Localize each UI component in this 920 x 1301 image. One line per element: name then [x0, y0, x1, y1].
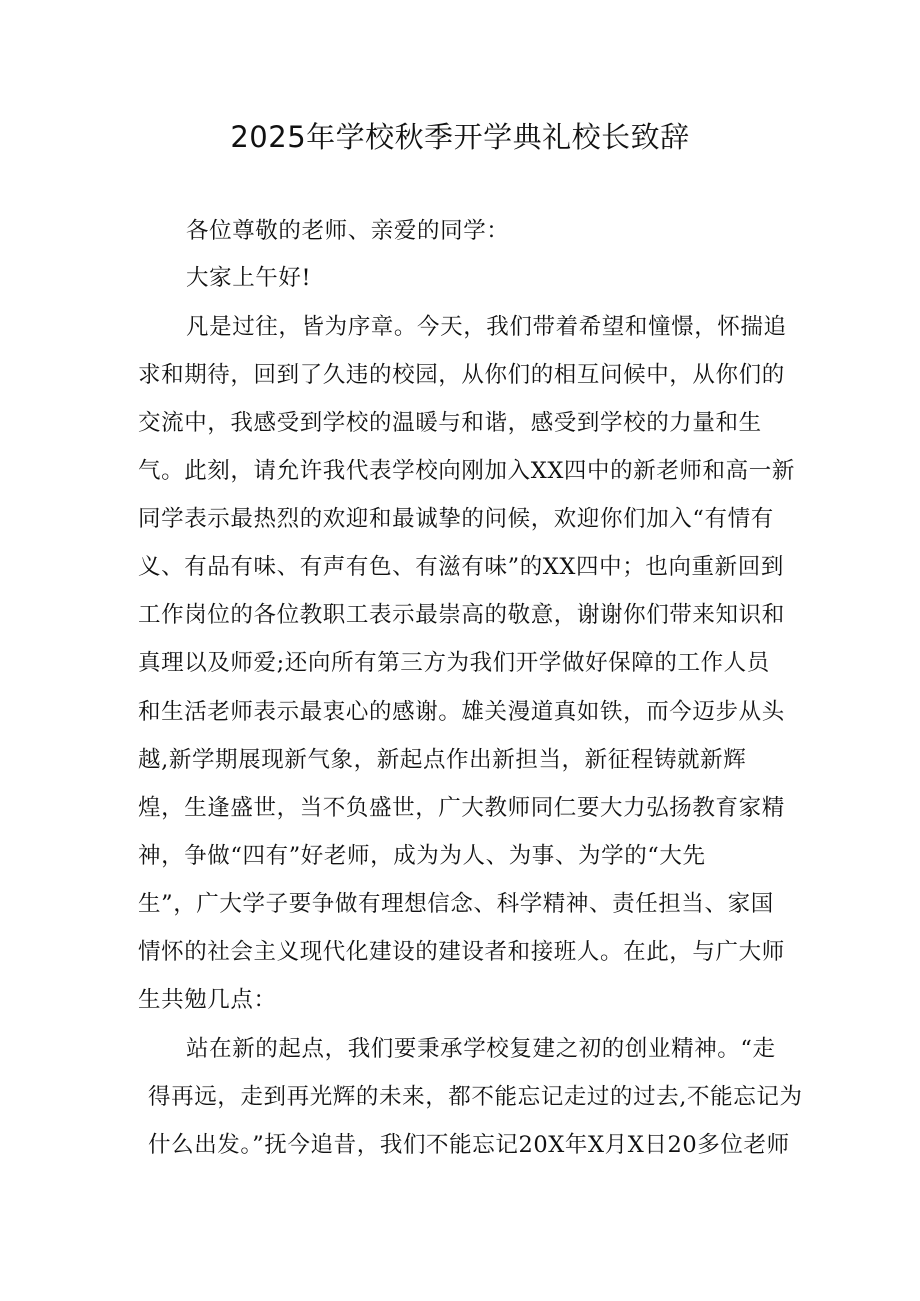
paragraph-line: 站在新的起点，我们要秉承学校复建之初的创业精神。“走: [186, 1036, 776, 1062]
paragraph-line: 气。此刻，请允许我代表学校向刚加入XX四中的新老师和高一新: [138, 458, 795, 484]
document-title: 2025年学校秋季开学典礼校长致辞: [230, 120, 690, 154]
paragraph-line: 求和期待，回到了久违的校园，从你们的相互问候中，从你们的: [138, 362, 785, 388]
paragraph-line: 什么出发。”抚今追昔，我们不能忘记20X年X月X日20多位老师: [148, 1132, 790, 1158]
greeting-line: 大家上午好!: [186, 265, 312, 291]
paragraph-line: 得再远，走到再光辉的未来，都不能忘记走过的过去,不能忘记为: [148, 1084, 803, 1110]
paragraph-line: 越,新学期展现新气象，新起点作出新担当，新征程铸就新辉: [138, 747, 747, 773]
paragraph-line: 情怀的社会主义现代化建设的建设者和接班人。在此，与广大师: [138, 939, 785, 965]
paragraph-line: 凡是过往，皆为序章。今天，我们带着希望和憧憬，怀揣追: [186, 314, 787, 340]
paragraph-line: 真理以及师爱;还向所有第三方为我们开学做好保障的工作人员: [138, 650, 770, 676]
paragraph-line: 工作岗位的各位教职工表示最崇高的敬意，谢谢你们带来知识和: [138, 602, 785, 628]
paragraph-line: 交流中，我感受到学校的温暖与和谐，感受到学校的力量和生: [138, 410, 762, 436]
paragraph-line: 生共勉几点：: [138, 987, 277, 1013]
salutation-line: 各位尊敬的老师、亲爱的同学：: [186, 218, 510, 244]
paragraph-line: 义、有品有味、有声有色、有滋有味”的XX四中；也向重新回到: [138, 554, 784, 580]
paragraph-line: 生”，广大学子要争做有理想信念、科学精神、责任担当、家国: [138, 891, 774, 917]
paragraph-line: 神，争做“四有”好老师，成为为人、为事、为学的“大先: [138, 843, 706, 869]
paragraph-line: 同学表示最热烈的欢迎和最诚挚的问候，欢迎你们加入“有情有: [138, 506, 774, 532]
paragraph-line: 煌，生逢盛世，当不负盛世，广大教师同仁要大力弘扬教育家精: [138, 795, 785, 821]
paragraph-line: 和生活老师表示最衷心的感谢。雄关漫道真如铁，而今迈步从头: [138, 699, 785, 725]
